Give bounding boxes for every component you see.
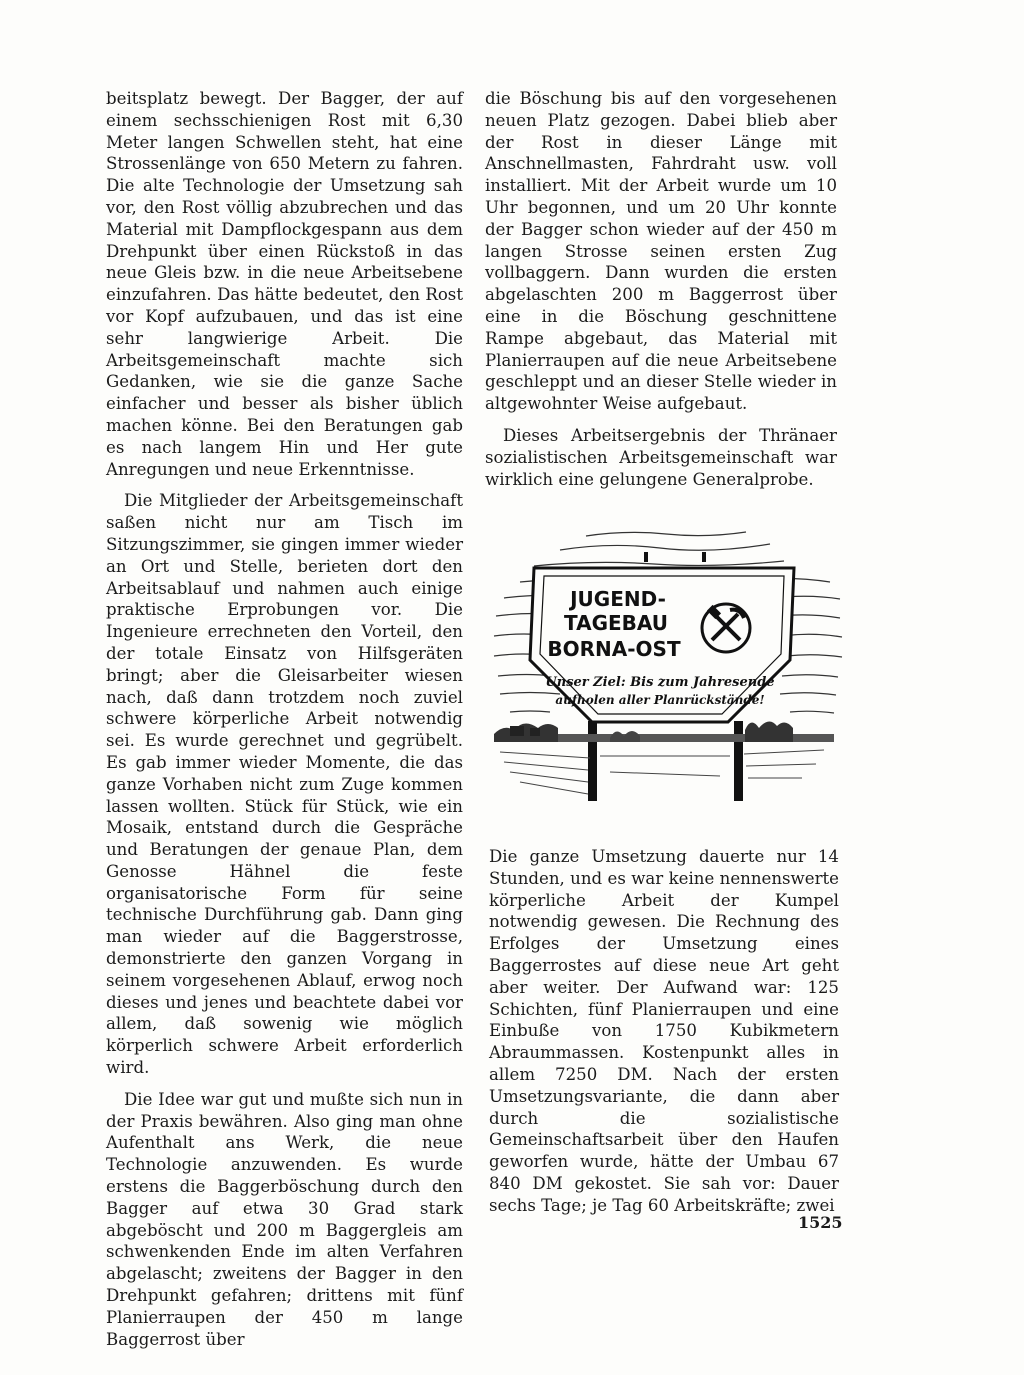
slogan-line-1: Unser Ziel: Bis zum Jahresende: [545, 675, 775, 690]
sign-line-1: JUGEND-: [570, 587, 666, 611]
ground-hatching: [500, 750, 824, 794]
right-text-column-bottom: [489, 846, 839, 1217]
horizon-landscape: [494, 721, 834, 742]
left-paragraph-1: beitsplatz bewegt. Der Bagger, der auf einem sechsschienigen Rost mit 6,30 Meter langen Schwellen steht, hat eine Strossenlänge von 650 Metern zu fahren. Die alte Technologie der Umsetzung sah vor, den Rost völlig abzubrechen und das Material mit Dampflockgespann aus dem Drehpunkt über einen Rückstoß in das neue Gleis bzw. in die neue Arbeitsebene einzufahren. Das hätte bedeutet, den Rost vor Kopf aufzubauen, und das ist eine sehr langwierige Arbeit. Die Arbeitsgemeinschaft machte sich Gedanken, wie sie die ganze Sache einfacher und besser als bisher üblich machen könne. Bei den Beratungen gab es nach langem Hin und Her gute Anregungen und neue Erkenntnisse.: [106, 89, 463, 479]
left-paragraph-3: Die Idee war gut und mußte sich nun in der Praxis bewähren. Also ging man ohne Aufenthalt ans Werk, die neue Technologie anzuwenden. Es wurde erstens die Baggerböschung durch den Bagger auf etwa 30 Grad stark abgeböscht und 200 m Baggergleis am schwenkenden Ende im alten Verfahren abgelascht; zweitens der Bagger in den Drehpunkt gefahren; drittens mit fünf Planierraupen der 450 m lange Baggerrost über: [106, 1089, 463, 1349]
sign-line-2: TAGEBAU: [564, 611, 668, 635]
left-paragraph-2: Die Mitglieder der Arbeitsgemeinschaft saßen nicht nur am Tisch im Sitzungszimmer, sie gingen immer wieder an Ort und Stelle, berieten dort den Arbeitsablauf und nahmen auch einige praktische Erprobungen vor. Die Ingenieure errechneten den Vorteil, den der totale Einsatz von Hilfsgeräten bringt; aber die Gleisarbeiter wiesen nach, daß dann trotzdem noch zuviel schwere körperliche Arbeit notwendig sei. Es wurde gerechnet und gegrübelt. Es gab immer wieder Momente, die das ganze Vorhaben nicht zum Zuge kommen lassen wollten. Stück für Stück, wie ein Mosaik, entstand durch die Gespräche und Beratungen der genaue Plan, dem Genosse Hähnel die feste organisatorische Form für seine technische Durchführung gab. Dann ging man wieder auf die Baggerstrosse, demonstrierte den ganzen Vorgang in seinem vorgesehenen Ablauf, erwog noch dieses und jenes und beachtete dabei vor allem, daß sowenig wie möglich körperlich schwere Arbeit erforderlich wird.: [106, 491, 463, 1078]
sign-line-3: BORNA-OST: [547, 637, 681, 661]
slogan-line-2: aufholen aller Planrückstände!: [555, 693, 765, 707]
page-number: 1525: [798, 1213, 843, 1232]
right-paragraph-3: Die ganze Umsetzung dauerte nur 14 Stunden, und es war keine nennenswerte körperliche Arbeit der Kumpel notwendig gewesen. Die Rechnung des Erfolges der Umsetzung eines Baggerrostes auf diese neue Art geht aber weiter. Der Aufwand war: 125 Schichten, fünf Planierraupen und eine Einbuße von 1750 Kubikmetern Abraummassen. Kostenpunkt alles in allem 7250 DM. Nach der ersten Umsetzungsvariante, die dann aber durch die sozialistische Gemeinschaftsarbeit über den Haufen geworfen wurde, hätte der Umbau 67 840 DM gekostet. Sie sah vor: Dauer sechs Tage; je Tag 60 Arbeitskräfte; zwei: [489, 847, 839, 1215]
right-paragraph-2: Dieses Arbeitsergebnis der Thränaer sozialistischen Arbeitsgemeinschaft war wirklich eine gelungene Generalprobe.: [485, 425, 837, 489]
sign-drawing: [490, 516, 846, 816]
hammer-and-pick-icon: [702, 604, 750, 652]
right-text-column-top: [485, 88, 837, 500]
right-paragraph-1: die Böschung bis auf den vorgesehenen neuen Platz gezogen. Dabei blieb aber der Rost in dieser Länge mit Anschnellmasten, Fahrdraht usw. voll installiert. Mit der Arbeit wurde um 10 Uhr begonnen, und um 20 Uhr konnte der Bagger schon wieder auf der 450 m langen Strosse seinen ersten Zug vollbaggern. Dann wurden die ersten abgelaschten 200 m Baggerrost über eine in die Böschung geschnittene Rampe abgebaut, das Material mit Planierraupen auf die neue Arbeitsebene geschleppt und an dieser Stelle wieder in altgewohnter Weise aufgebaut.: [485, 89, 837, 414]
left-text-column: [106, 88, 463, 1360]
sign-illustration: [490, 516, 846, 816]
